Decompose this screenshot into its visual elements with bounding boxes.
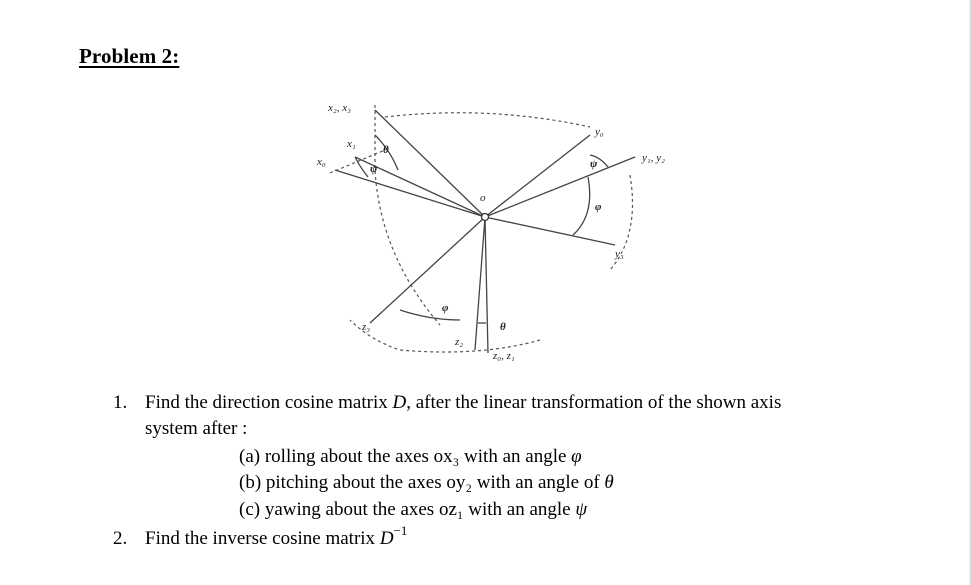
label-x2-x3: x₂, x₃	[328, 102, 351, 114]
axis-z2	[475, 217, 485, 350]
axis-y1	[485, 157, 635, 217]
q1-symbol: D	[392, 392, 407, 413]
problem-title: Problem 2:	[79, 44, 180, 68]
label-y1-y2: y₁, y₂	[642, 152, 665, 164]
dashed-x-axis-vertical	[375, 105, 440, 325]
label-psi-right: ψ	[590, 158, 598, 170]
axis-x0	[335, 170, 485, 217]
arc-phi-bottom	[400, 310, 460, 320]
label-x1: x₁	[347, 138, 356, 150]
dashed-arc-top	[385, 113, 590, 127]
arc-phi-right	[573, 177, 590, 235]
label-z3: z₃	[362, 321, 371, 333]
axis-y3	[485, 217, 615, 245]
q2-symbol: D	[379, 528, 394, 549]
origin-point	[482, 214, 489, 221]
sub-c-symbol: ψ	[575, 499, 588, 520]
sub-a	[239, 446, 582, 468]
q1-text-pre: Find the direction cosine matrix	[145, 392, 393, 413]
sub-c	[239, 499, 587, 521]
q1-line1	[145, 392, 781, 414]
sub-b	[239, 472, 614, 494]
label-phi-bottom: φ	[442, 302, 449, 314]
q1-text-post: , after the linear transformation of the shown axis	[406, 392, 782, 413]
dashed-arc-bottom	[350, 320, 540, 352]
label-theta-top: θ	[383, 144, 389, 156]
q2-number: 2.	[113, 528, 128, 549]
q2-text: Find the inverse cosine matrix	[145, 528, 380, 549]
axis-rotation-diagram	[290, 95, 690, 370]
label-y3: y₃	[615, 248, 624, 260]
q2-line	[145, 522, 408, 550]
label-phi-right: φ	[595, 201, 602, 213]
axis-z3	[370, 217, 485, 323]
q2-exponent: −1	[393, 522, 408, 538]
label-x0: x₀	[317, 156, 326, 168]
label-y0: y₀	[595, 126, 604, 138]
label-z2: z₂	[455, 336, 464, 348]
q1-line2: system after :	[145, 418, 248, 439]
axis-y0	[485, 135, 590, 217]
sub-b-symbol: θ	[604, 472, 614, 493]
q1-number: 1.	[113, 392, 128, 413]
label-origin: o	[480, 192, 486, 204]
sub-a-symbol: φ	[571, 446, 582, 467]
sub-a-text: (a) rolling about the axes ox₃ with an angle	[239, 446, 572, 467]
label-theta-bottom: θ	[500, 321, 506, 333]
axis-x2	[375, 110, 485, 217]
axis-z0	[485, 217, 488, 353]
label-psi-left: ψ	[370, 163, 378, 175]
sub-c-text: (c) yawing about the axes oz₁ with an angle	[239, 499, 576, 520]
label-z0-z1: z₀, z₁	[493, 350, 515, 362]
sub-b-text: (b) pitching about the axes oy₂ with an angle of	[239, 472, 605, 493]
